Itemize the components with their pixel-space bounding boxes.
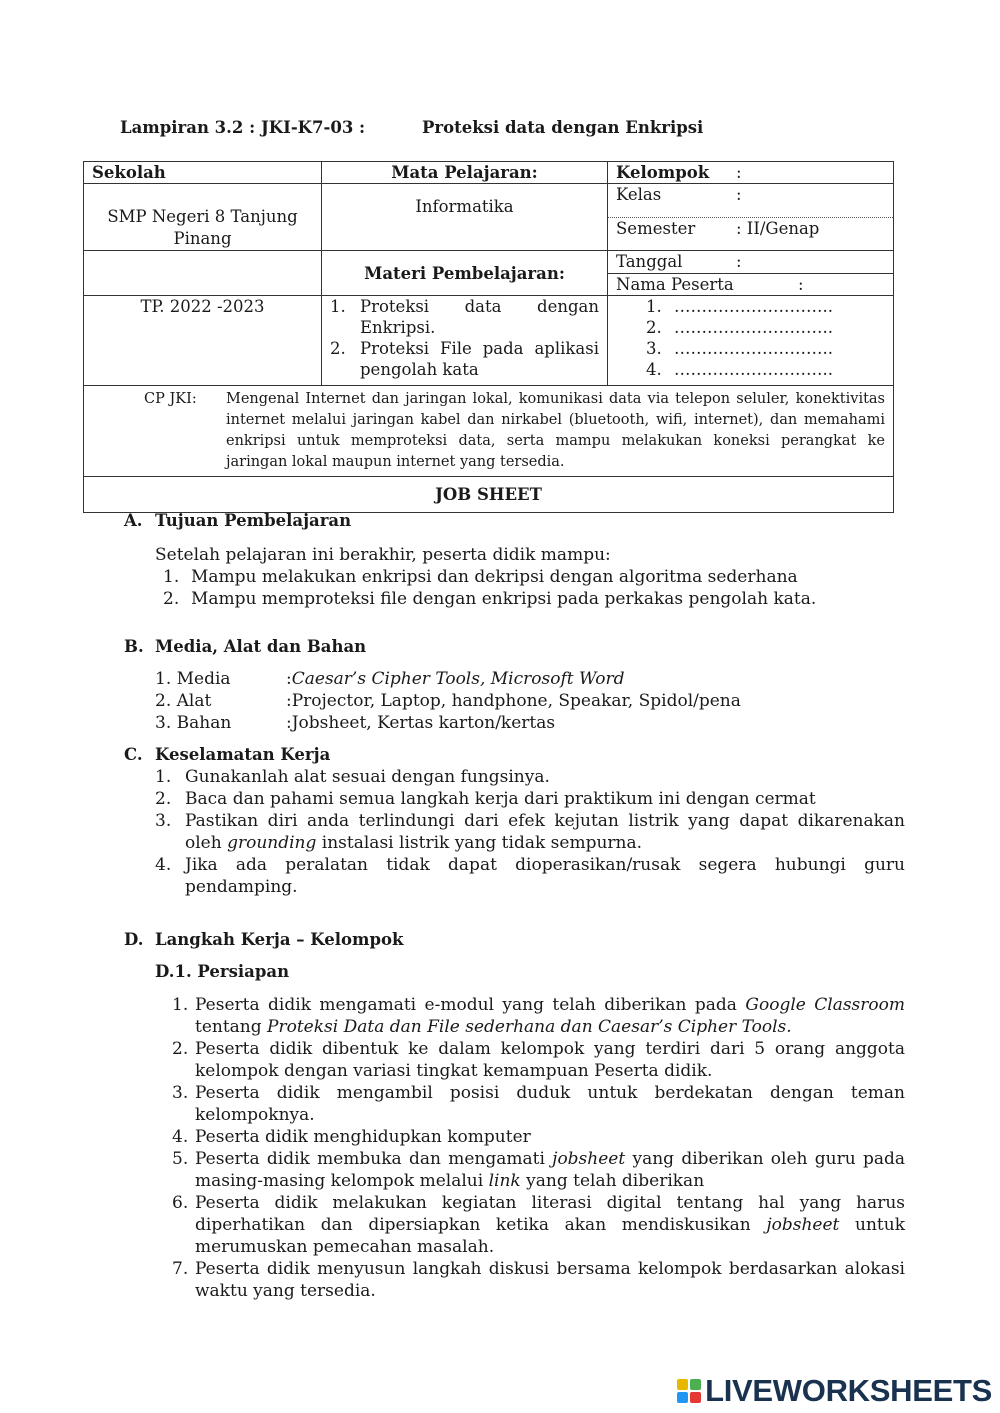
watermark-text: LIVEWORKSHEETS (705, 1373, 992, 1408)
academic-year: TP. 2022 -2023 (84, 296, 322, 386)
school-name: SMP Negeri 8 Tanjung Pinang (84, 184, 322, 251)
appendix-title: Proteksi data dengan Enkripsi (422, 118, 704, 137)
material-item: 2. Proteksi File pada aplikasi pengolah kata (330, 339, 599, 379)
list-item: 2. Baca dan pahami semua langkah kerja dari praktikum ini dengan cermat (155, 789, 816, 809)
list-item: 7. Peserta didik menyusun langkah diskusi bersama kelompok berdasarkan alokasi waktu yang tersedia. (172, 1259, 905, 1301)
material-header: Materi Pembelajaran: (322, 251, 608, 296)
participant-line-1[interactable]: 1. ……………………….. (646, 297, 833, 316)
date-field[interactable]: Tanggal : (608, 251, 894, 274)
list-item: 4. Jika ada peralatan tidak dapat dioperasikan/rusak segera hubungi guru pendamping. (155, 855, 905, 897)
list-item: 6. Peserta didik melakukan kegiatan literasi digital tentang hal yang harus diperhatikan dan dipersiapkan ketika akan mendiskusikan jobsheet untuk merumuskan pemecahan masalah. (172, 1193, 905, 1257)
list-item: 1. Mampu melakukan enkripsi dan dekripsi dengan algoritma sederhana (163, 567, 798, 587)
section-a-body (155, 544, 905, 610)
list-item: 2. Mampu memproteksi file dengan enkripsi pada perkakas pengolah kata. (163, 589, 817, 609)
list-item: 3. Pastikan diri anda terlindungi dari efek kejutan listrik yang dapat dikarenakan oleh grounding instalasi listrik yang tidak sempurna. (155, 811, 905, 853)
section-d1-heading: D.1. Persiapan (155, 962, 290, 981)
job-sheet-heading: JOB SHEET (84, 477, 894, 513)
participant-field[interactable]: Nama Peserta : (608, 274, 894, 296)
list-item: 2. Alat : Projector, Laptop, handphone, Speakar, Spidol/pena (155, 691, 741, 711)
section-b-body (155, 668, 905, 734)
list-item: 1. Gunakanlah alat sesuai dengan fungsinya. (155, 767, 550, 787)
section-c-heading: C. Keselamatan Kerja (124, 745, 331, 764)
list-item: 3. Peserta didik mengambil posisi duduk untuk berdekatan dengan teman kelompoknya. (172, 1083, 905, 1125)
list-item: 3. Bahan : Jobsheet, Kertas karton/kertas (155, 713, 556, 733)
list-item: 4. Peserta didik menghidupkan komputer (172, 1127, 531, 1147)
section-d-heading: D. Langkah Kerja – Kelompok (124, 930, 404, 949)
cp-text: Mengenal Internet dan jaringan lokal, komunikasi data via telepon seluler, konektivitas internet melalui jaringan kabel dan nirkabel (bluetooth, wifi, internet), dan memahami enkripsi untuk memproteksi data, serta mampu melakukan koneksi perangkat ke jaringan lokal maupun internet yang tersedia. (226, 391, 885, 470)
identity-table (83, 161, 894, 513)
cp-label: CP JKI: (144, 391, 197, 407)
document-title (120, 118, 704, 137)
school-header: Sekolah (84, 162, 322, 184)
section-b-heading: B. Media, Alat dan Bahan (124, 637, 367, 656)
participant-line-4[interactable]: 4. ……………………….. (646, 360, 833, 379)
group-label: Kelompok (616, 163, 710, 182)
list-item: 2. Peserta didik dibentuk ke dalam kelompok yang terdiri dari 5 orang anggota kelompok dengan variasi tingkat kemampuan Peserta didik. (172, 1039, 905, 1081)
participant-line-2[interactable]: 2. ……………………….. (646, 318, 833, 337)
class-field[interactable]: Kelas : (608, 184, 894, 218)
section-d1-body (172, 994, 905, 1302)
section-c-body (155, 766, 905, 898)
liveworksheets-logo-icon (677, 1379, 701, 1403)
liveworksheets-watermark[interactable] (677, 1373, 992, 1409)
participant-line-3[interactable]: 3. ……………………….. (646, 339, 833, 358)
participant-list (608, 296, 894, 386)
subject-header: Mata Pelajaran: (322, 162, 608, 184)
list-item: 1. Peserta didik mengamati e-modul yang telah diberikan pada Google Classroom tentang Proteksi Data dan File sederhana dan Caesar’s Cipher Tools. (172, 995, 906, 1037)
list-item: 5. Peserta didik membuka dan mengamati jobsheet yang diberikan oleh guru pada masing-masing kelompok melalui link yang telah diberikan (172, 1149, 905, 1191)
list-item: 1. Media : Caesar’s Cipher Tools, Microsoft Word (155, 669, 625, 689)
section-a-intro: Setelah pelajaran ini berakhir, peserta didik mampu: (155, 545, 611, 565)
learning-outcome (84, 386, 894, 477)
section-a-heading: A. Tujuan Pembelajaran (124, 511, 352, 530)
appendix-code: Lampiran 3.2 : JKI-K7-03 : (120, 118, 366, 137)
material-item: 1. Proteksi data dengan Enkripsi. (330, 297, 599, 337)
material-list (322, 296, 608, 386)
group-field[interactable]: Kelompok : (608, 162, 894, 184)
semester-field: Semester : II/Genap (608, 217, 894, 251)
subject-name: Informatika (322, 184, 608, 251)
